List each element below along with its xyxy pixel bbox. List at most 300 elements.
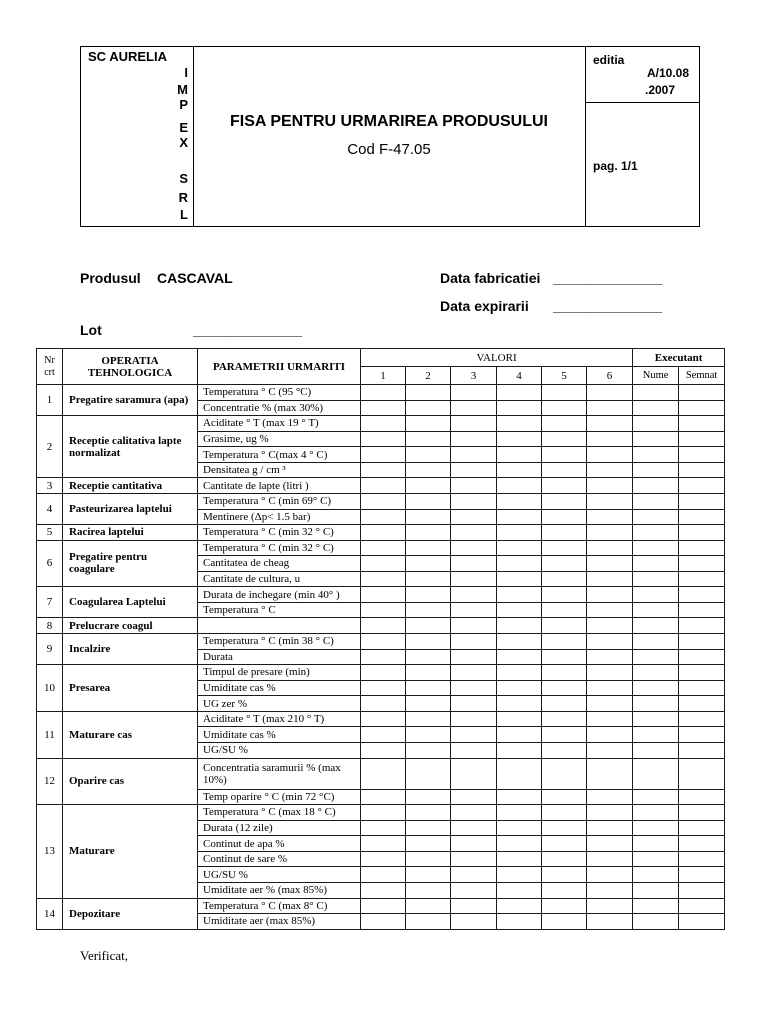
table-row bbox=[37, 805, 725, 821]
value-cell bbox=[406, 789, 451, 805]
value-cell bbox=[451, 711, 497, 727]
operation-name: Pregatire saramura (apa) bbox=[63, 385, 198, 416]
row-number: 7 bbox=[37, 587, 63, 618]
value-cell bbox=[497, 618, 542, 634]
value-cell bbox=[361, 867, 406, 883]
parameter-name: Temperatura ° C (min 69° C) bbox=[198, 493, 361, 509]
value-cell bbox=[451, 914, 497, 930]
executant-signature-cell bbox=[679, 851, 725, 867]
company-name-letter: X bbox=[179, 135, 188, 150]
value-cell bbox=[587, 727, 633, 743]
value-cell bbox=[361, 634, 406, 650]
executant-signature-cell bbox=[679, 805, 725, 821]
value-cell bbox=[406, 602, 451, 618]
value-cell bbox=[361, 540, 406, 556]
value-cell bbox=[542, 914, 587, 930]
value-cell bbox=[451, 431, 497, 447]
value-cell bbox=[587, 836, 633, 852]
company-name-letter: R bbox=[178, 190, 188, 205]
value-cell bbox=[497, 867, 542, 883]
header-divider bbox=[585, 102, 700, 103]
parameter-name bbox=[198, 618, 361, 634]
parameter-name: UG/SU % bbox=[198, 867, 361, 883]
executant-name-cell bbox=[633, 727, 679, 743]
value-cell bbox=[361, 680, 406, 696]
value-cell bbox=[587, 525, 633, 541]
value-cell bbox=[587, 789, 633, 805]
row-number: 14 bbox=[37, 898, 63, 929]
value-cell bbox=[451, 742, 497, 758]
executant-signature-cell bbox=[679, 867, 725, 883]
value-cell bbox=[542, 696, 587, 712]
executant-signature-cell bbox=[679, 680, 725, 696]
executant-name-cell bbox=[633, 789, 679, 805]
value-cell bbox=[542, 665, 587, 681]
value-cell bbox=[451, 634, 497, 650]
header-executant-signature: Semnat bbox=[679, 367, 725, 385]
row-number: 2 bbox=[37, 416, 63, 478]
value-cell bbox=[406, 898, 451, 914]
operation-name: Prelucrare coagul bbox=[63, 618, 198, 634]
parameter-name: Cantitate de cultura, u bbox=[198, 571, 361, 587]
expiry-date-blank: ______________ bbox=[553, 298, 663, 314]
parameter-name: Umiditate aer % (max 85%) bbox=[198, 883, 361, 899]
table-header bbox=[37, 349, 725, 385]
executant-signature-cell bbox=[679, 634, 725, 650]
parameter-name: Continut de apa % bbox=[198, 836, 361, 852]
value-cell bbox=[406, 587, 451, 603]
header-value-column: 5 bbox=[542, 367, 587, 385]
executant-signature-cell bbox=[679, 696, 725, 712]
value-cell bbox=[497, 789, 542, 805]
value-cell bbox=[587, 447, 633, 463]
value-cell bbox=[451, 493, 497, 509]
value-cell bbox=[542, 820, 587, 836]
operation-name: Maturare bbox=[63, 805, 198, 898]
executant-name-cell bbox=[633, 898, 679, 914]
value-cell bbox=[542, 680, 587, 696]
executant-name-cell bbox=[633, 400, 679, 416]
executant-signature-cell bbox=[679, 525, 725, 541]
page-number: pag. 1/1 bbox=[593, 159, 638, 173]
value-cell bbox=[406, 478, 451, 494]
row-number: 13 bbox=[37, 805, 63, 898]
parameter-name: Cantitatea de cheag bbox=[198, 556, 361, 572]
executant-signature-cell bbox=[679, 883, 725, 899]
company-name-letter: I bbox=[184, 65, 188, 80]
executant-name-cell bbox=[633, 509, 679, 525]
value-cell bbox=[587, 493, 633, 509]
value-cell bbox=[361, 493, 406, 509]
executant-name-cell bbox=[633, 805, 679, 821]
executant-name-cell bbox=[633, 525, 679, 541]
value-cell bbox=[406, 509, 451, 525]
value-cell bbox=[497, 898, 542, 914]
value-cell bbox=[497, 758, 542, 789]
parameter-name: Concentratia saramurii % (max 10%) bbox=[198, 758, 361, 789]
table-row bbox=[37, 493, 725, 509]
value-cell bbox=[542, 400, 587, 416]
value-cell bbox=[451, 571, 497, 587]
company-name-letter: P bbox=[179, 97, 188, 112]
parameter-name: Umiditate cas % bbox=[198, 727, 361, 743]
executant-signature-cell bbox=[679, 462, 725, 478]
parameter-name: Aciditate ° T (max 19 ° T) bbox=[198, 416, 361, 432]
value-cell bbox=[542, 540, 587, 556]
header-values: VALORI bbox=[361, 349, 633, 367]
value-cell bbox=[406, 400, 451, 416]
product-value: CASCAVAL bbox=[157, 270, 233, 286]
company-name-letter: L bbox=[180, 207, 188, 222]
value-cell bbox=[406, 416, 451, 432]
parameter-name: UG zer % bbox=[198, 696, 361, 712]
header-value-column: 1 bbox=[361, 367, 406, 385]
value-cell bbox=[497, 680, 542, 696]
value-cell bbox=[497, 711, 542, 727]
edition-value: A/10.08 bbox=[647, 66, 690, 80]
header-value-column: 2 bbox=[406, 367, 451, 385]
value-cell bbox=[451, 540, 497, 556]
value-cell bbox=[361, 742, 406, 758]
table-row bbox=[37, 478, 725, 494]
table-row bbox=[37, 634, 725, 650]
value-cell bbox=[497, 696, 542, 712]
value-cell bbox=[587, 680, 633, 696]
table-row bbox=[37, 385, 725, 401]
value-cell bbox=[587, 400, 633, 416]
value-cell bbox=[542, 478, 587, 494]
value-cell bbox=[361, 789, 406, 805]
executant-signature-cell bbox=[679, 431, 725, 447]
value-cell bbox=[587, 867, 633, 883]
operation-name: Presarea bbox=[63, 665, 198, 712]
header-value-column: 4 bbox=[497, 367, 542, 385]
value-cell bbox=[361, 462, 406, 478]
value-cell bbox=[406, 820, 451, 836]
header-value-column: 3 bbox=[451, 367, 497, 385]
executant-name-cell bbox=[633, 556, 679, 572]
value-cell bbox=[542, 462, 587, 478]
executant-name-cell bbox=[633, 742, 679, 758]
value-cell bbox=[497, 634, 542, 650]
row-number: 4 bbox=[37, 493, 63, 524]
table-body bbox=[37, 385, 725, 930]
value-cell bbox=[451, 898, 497, 914]
value-cell bbox=[497, 571, 542, 587]
value-cell bbox=[451, 696, 497, 712]
executant-signature-cell bbox=[679, 556, 725, 572]
value-cell bbox=[406, 525, 451, 541]
value-cell bbox=[542, 634, 587, 650]
value-cell bbox=[497, 385, 542, 401]
value-cell bbox=[451, 805, 497, 821]
parameter-name: Durata de inchegare (min 40° ) bbox=[198, 587, 361, 603]
company-name-letter: M bbox=[177, 82, 188, 97]
value-cell bbox=[542, 509, 587, 525]
value-cell bbox=[406, 447, 451, 463]
row-number: 9 bbox=[37, 634, 63, 665]
value-cell bbox=[451, 556, 497, 572]
executant-signature-cell bbox=[679, 509, 725, 525]
executant-name-cell bbox=[633, 540, 679, 556]
value-cell bbox=[587, 509, 633, 525]
value-cell bbox=[406, 805, 451, 821]
executant-name-cell bbox=[633, 820, 679, 836]
value-cell bbox=[497, 462, 542, 478]
verified-label: Verificat, bbox=[80, 948, 129, 963]
parameter-name: Temperatura ° C(max 4 ° C) bbox=[198, 447, 361, 463]
form-code: Cod F-47.05 bbox=[347, 141, 431, 158]
executant-name-cell bbox=[633, 665, 679, 681]
value-cell bbox=[542, 883, 587, 899]
value-cell bbox=[451, 587, 497, 603]
operation-name: Depozitare bbox=[63, 898, 198, 929]
value-cell bbox=[451, 867, 497, 883]
executant-signature-cell bbox=[679, 914, 725, 930]
executant-signature-cell bbox=[679, 649, 725, 665]
value-cell bbox=[497, 431, 542, 447]
tracking-table bbox=[36, 348, 725, 930]
value-cell bbox=[497, 820, 542, 836]
executant-signature-cell bbox=[679, 711, 725, 727]
value-cell bbox=[542, 898, 587, 914]
value-cell bbox=[542, 727, 587, 743]
operation-name: Receptie cantitativa bbox=[63, 478, 198, 494]
value-cell bbox=[587, 431, 633, 447]
value-cell bbox=[542, 431, 587, 447]
executant-name-cell bbox=[633, 385, 679, 401]
header-divider bbox=[585, 46, 586, 227]
executant-signature-cell bbox=[679, 665, 725, 681]
value-cell bbox=[542, 789, 587, 805]
row-number: 6 bbox=[37, 540, 63, 587]
value-cell bbox=[451, 525, 497, 541]
value-cell bbox=[451, 883, 497, 899]
value-cell bbox=[497, 447, 542, 463]
edition-label: editia bbox=[593, 53, 625, 67]
value-cell bbox=[406, 680, 451, 696]
value-cell bbox=[361, 618, 406, 634]
operation-name: Maturare cas bbox=[63, 711, 198, 758]
value-cell bbox=[497, 540, 542, 556]
value-cell bbox=[587, 571, 633, 587]
value-cell bbox=[542, 602, 587, 618]
value-cell bbox=[361, 649, 406, 665]
value-cell bbox=[406, 462, 451, 478]
executant-name-cell bbox=[633, 571, 679, 587]
executant-signature-cell bbox=[679, 758, 725, 789]
value-cell bbox=[361, 914, 406, 930]
value-cell bbox=[451, 416, 497, 432]
value-cell bbox=[406, 711, 451, 727]
header-divider bbox=[193, 46, 194, 227]
value-cell bbox=[451, 447, 497, 463]
value-cell bbox=[587, 385, 633, 401]
value-cell bbox=[406, 696, 451, 712]
executant-signature-cell bbox=[679, 789, 725, 805]
executant-name-cell bbox=[633, 478, 679, 494]
value-cell bbox=[361, 416, 406, 432]
lot-label: Lot bbox=[80, 322, 102, 338]
executant-name-cell bbox=[633, 447, 679, 463]
value-cell bbox=[406, 883, 451, 899]
table-header-row bbox=[37, 349, 725, 367]
value-cell bbox=[497, 400, 542, 416]
executant-signature-cell bbox=[679, 602, 725, 618]
value-cell bbox=[361, 696, 406, 712]
value-cell bbox=[497, 602, 542, 618]
row-number: 12 bbox=[37, 758, 63, 805]
operation-name: Pasteurizarea laptelui bbox=[63, 493, 198, 524]
header-parameters: PARAMETRII URMARITI bbox=[198, 349, 361, 385]
row-number: 11 bbox=[37, 711, 63, 758]
executant-signature-cell bbox=[679, 836, 725, 852]
table-row bbox=[37, 587, 725, 603]
value-cell bbox=[587, 618, 633, 634]
value-cell bbox=[497, 742, 542, 758]
executant-signature-cell bbox=[679, 898, 725, 914]
value-cell bbox=[406, 649, 451, 665]
value-cell bbox=[542, 742, 587, 758]
value-cell bbox=[361, 385, 406, 401]
value-cell bbox=[587, 540, 633, 556]
parameter-name: Timpul de presare (min) bbox=[198, 665, 361, 681]
executant-signature-cell bbox=[679, 478, 725, 494]
value-cell bbox=[361, 447, 406, 463]
company-name-letter: S bbox=[179, 171, 188, 186]
executant-signature-cell bbox=[679, 727, 725, 743]
value-cell bbox=[587, 602, 633, 618]
executant-name-cell bbox=[633, 416, 679, 432]
value-cell bbox=[587, 462, 633, 478]
executant-signature-cell bbox=[679, 587, 725, 603]
value-cell bbox=[451, 509, 497, 525]
value-cell bbox=[542, 587, 587, 603]
value-cell bbox=[361, 836, 406, 852]
row-number: 10 bbox=[37, 665, 63, 712]
edition-value: .2007 bbox=[645, 83, 676, 97]
value-cell bbox=[542, 571, 587, 587]
value-cell bbox=[406, 665, 451, 681]
executant-name-cell bbox=[633, 696, 679, 712]
value-cell bbox=[361, 851, 406, 867]
parameter-name: Durata (12 zile) bbox=[198, 820, 361, 836]
value-cell bbox=[451, 602, 497, 618]
value-cell bbox=[361, 665, 406, 681]
operation-name: Receptie calitativa lapte normalizat bbox=[63, 416, 198, 478]
value-cell bbox=[451, 400, 497, 416]
value-cell bbox=[406, 836, 451, 852]
parameter-name: Temperatura ° C (min 32 ° C) bbox=[198, 525, 361, 541]
value-cell bbox=[406, 385, 451, 401]
parameter-name: Temperatura ° C (min 32 ° C) bbox=[198, 540, 361, 556]
value-cell bbox=[587, 416, 633, 432]
value-cell bbox=[587, 914, 633, 930]
value-cell bbox=[361, 883, 406, 899]
header-executant: Executant bbox=[633, 349, 725, 367]
value-cell bbox=[587, 649, 633, 665]
value-cell bbox=[361, 820, 406, 836]
row-number: 5 bbox=[37, 525, 63, 541]
value-cell bbox=[587, 696, 633, 712]
value-cell bbox=[451, 385, 497, 401]
value-cell bbox=[587, 634, 633, 650]
table-row bbox=[37, 540, 725, 556]
value-cell bbox=[542, 447, 587, 463]
operation-name: Coagularea Laptelui bbox=[63, 587, 198, 618]
parameter-name: Cantitate de lapte (litri ) bbox=[198, 478, 361, 494]
executant-name-cell bbox=[633, 851, 679, 867]
value-cell bbox=[497, 587, 542, 603]
executant-signature-cell bbox=[679, 540, 725, 556]
parameter-name: Umiditate cas % bbox=[198, 680, 361, 696]
executant-name-cell bbox=[633, 883, 679, 899]
parameter-name: Temperatura ° C (max 18 ° C) bbox=[198, 805, 361, 821]
value-cell bbox=[497, 649, 542, 665]
executant-name-cell bbox=[633, 493, 679, 509]
value-cell bbox=[497, 883, 542, 899]
value-cell bbox=[406, 758, 451, 789]
value-cell bbox=[361, 431, 406, 447]
executant-name-cell bbox=[633, 867, 679, 883]
value-cell bbox=[587, 556, 633, 572]
parameter-name: Temp oparire ° C (min 72 °C) bbox=[198, 789, 361, 805]
executant-name-cell bbox=[633, 836, 679, 852]
value-cell bbox=[542, 649, 587, 665]
executant-name-cell bbox=[633, 680, 679, 696]
executant-signature-cell bbox=[679, 385, 725, 401]
executant-name-cell bbox=[633, 587, 679, 603]
value-cell bbox=[361, 805, 406, 821]
company-name: SC AURELIA bbox=[88, 49, 167, 64]
value-cell bbox=[542, 805, 587, 821]
value-cell bbox=[451, 478, 497, 494]
executant-signature-cell bbox=[679, 400, 725, 416]
operation-name: Pregatire pentru coagulare bbox=[63, 540, 198, 587]
value-cell bbox=[451, 649, 497, 665]
value-cell bbox=[587, 478, 633, 494]
value-cell bbox=[587, 711, 633, 727]
header-executant-name: Nume bbox=[633, 367, 679, 385]
value-cell bbox=[497, 727, 542, 743]
executant-name-cell bbox=[633, 758, 679, 789]
parameter-name: Densitatea g / cm ³ bbox=[198, 462, 361, 478]
value-cell bbox=[361, 478, 406, 494]
value-cell bbox=[406, 493, 451, 509]
expiry-date-label: Data expirarii bbox=[440, 298, 529, 314]
value-cell bbox=[587, 820, 633, 836]
value-cell bbox=[497, 509, 542, 525]
value-cell bbox=[361, 556, 406, 572]
value-cell bbox=[497, 525, 542, 541]
value-cell bbox=[406, 914, 451, 930]
value-cell bbox=[406, 556, 451, 572]
value-cell bbox=[497, 478, 542, 494]
header-value-column: 6 bbox=[587, 367, 633, 385]
value-cell bbox=[497, 493, 542, 509]
parameter-name: Temperatura ° C (max 8° C) bbox=[198, 898, 361, 914]
table-row bbox=[37, 416, 725, 432]
executant-signature-cell bbox=[679, 742, 725, 758]
value-cell bbox=[361, 509, 406, 525]
executant-name-cell bbox=[633, 462, 679, 478]
value-cell bbox=[451, 618, 497, 634]
value-cell bbox=[406, 618, 451, 634]
company-name-letter: E bbox=[179, 120, 188, 135]
value-cell bbox=[361, 727, 406, 743]
value-cell bbox=[451, 462, 497, 478]
header-operation: OPERATIA TEHNOLOGICA bbox=[63, 349, 198, 385]
